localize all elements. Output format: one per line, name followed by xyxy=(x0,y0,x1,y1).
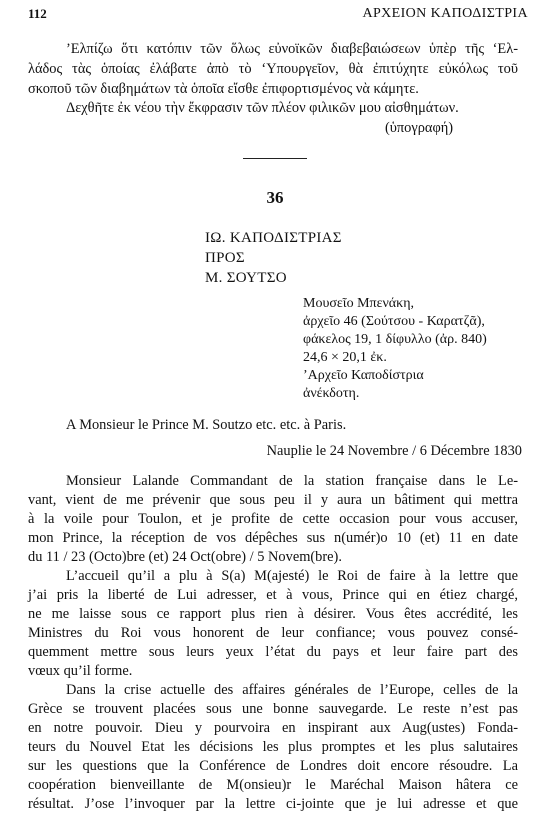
running-title: ΑΡΧΕΙΟΝ ΚΑΠΟΔΙΣΤΡΙΑ xyxy=(362,6,528,21)
document-number: 36 xyxy=(266,188,284,207)
letter-line: Grèce se trouvent placées sous une bonne sauvegarde. Le reste n’est pas xyxy=(28,701,518,717)
letter-line: du 11 / 23 (Octo)bre (et) 24 Oct(obre) / 5 Novem(bre). xyxy=(28,549,342,565)
letter-line: vœux qu’il forme. xyxy=(28,663,133,679)
letter-line: en notre pouvoir. Dieu y pourvoira en inspirant aux Aug(ustes) Fonda- xyxy=(28,720,518,736)
letter-line: Monsieur Lalande Commandant de la station française dans le Le- xyxy=(66,473,518,489)
source-note-line: 24,6 × 20,1 ἐκ. xyxy=(303,350,387,365)
source-note-line: Μουσεῖο Μπενάκη, xyxy=(303,296,415,311)
letter-line: vant, vient de me prévenir que sous peu il y aura un bâtiment qui mettra xyxy=(28,492,518,508)
letter-line: mon Prince, la réception de vos dépêches sus n(umér)o 10 (et) 11 en date xyxy=(28,530,518,546)
letter-line: coopération bienveillante de M(onsieu)r le Maréchal Maison hâtera ce xyxy=(28,777,518,793)
letter-dateline: Nauplie le 24 Novembre / 6 Décembre 1830 xyxy=(266,443,522,459)
letter-line: Ministres du Roi vous honorent de leur confiance; vous pouvez consé- xyxy=(28,625,518,641)
signature-note: (ὑπογραφή) xyxy=(385,120,454,136)
source-note-line: φάκελος 19, 1 δίφυλλο (ἀρ. 840) xyxy=(303,332,487,347)
greek-line-2: λάδος τὰς ὁποίας ἐλάβατε ἀπὸ τὸ ‘Υπουργεῖον, θὰ ἐπιτύχητε εὐκόλως τοῦ xyxy=(28,61,518,77)
greek-line-3: σκοποῦ τῶν διαβημάτων τὰ ὁποῖα εἴσθε ἐπιφορτισμένος νὰ κάμητε. xyxy=(28,81,419,97)
source-note-line: ἀρχεῖο 46 (Σούτσου - Καρατζᾶ), xyxy=(303,314,485,329)
letter-line: L’accueil qu’il a plu à S(a) M(ajesté) le Roi de faire à la lettre que xyxy=(66,568,518,584)
letter-line: sur les questions que la Conférence de Londres doit encore résoudre. La xyxy=(28,758,518,774)
section-divider xyxy=(243,158,307,159)
address-sender: ΙΩ. ΚΑΠΟΔΙΣΤΡΙΑΣ xyxy=(205,230,342,246)
greek-line-4: Δεχθῆτε ἐκ νέου τὴν ἔκφρασιν τῶν πλέον φιλικῶν μου αἰσθημάτων. xyxy=(66,100,459,116)
letter-line: teurs du Nouvel Etat les décisions les plus promptes et les plus salutaires xyxy=(28,739,518,755)
letter-line: quemment mettre sous leurs yeux l’état du pays et leur faire part des xyxy=(28,644,518,660)
address-recipient: Μ. ΣΟΥΤΣΟ xyxy=(205,270,287,286)
greek-line-1: ’Ελπίζω ὅτι κατόπιν τῶν ὅλως εὐνοϊκῶν διαβεβαιώσεων ὑπὲρ τῆς ‘Ελ- xyxy=(66,41,518,57)
letter-line: résultat. J’ose l’invoquer par la lettre ci-jointe que je lui adresse et que xyxy=(28,796,518,812)
letter-line: j’ai pris la liberté de Lui adresser, et à vous, Prince qui en étiez chargé, xyxy=(28,587,518,603)
letter-salutation: A Monsieur le Prince M. Soutzo etc. etc. à Paris. xyxy=(66,417,347,433)
source-note-line: ’Αρχεῖο Καποδίστρια xyxy=(303,368,424,383)
page-number: 112 xyxy=(28,6,47,21)
letter-line: ne me laisse sous ce rapport plus rien à désirer. Vous êtes accrédité, les xyxy=(28,606,518,622)
source-note-line: ἀνέκδοτη. xyxy=(303,386,360,401)
address-preposition: ΠΡΟΣ xyxy=(205,250,245,266)
page-header xyxy=(28,6,528,26)
letter-line: Dans la crise actuelle des affaires générales de l’Europe, celles de la xyxy=(66,682,518,698)
letter-line: à la voile pour Toulon, et je profite de cette occasion pour vous accuser, xyxy=(28,511,518,527)
